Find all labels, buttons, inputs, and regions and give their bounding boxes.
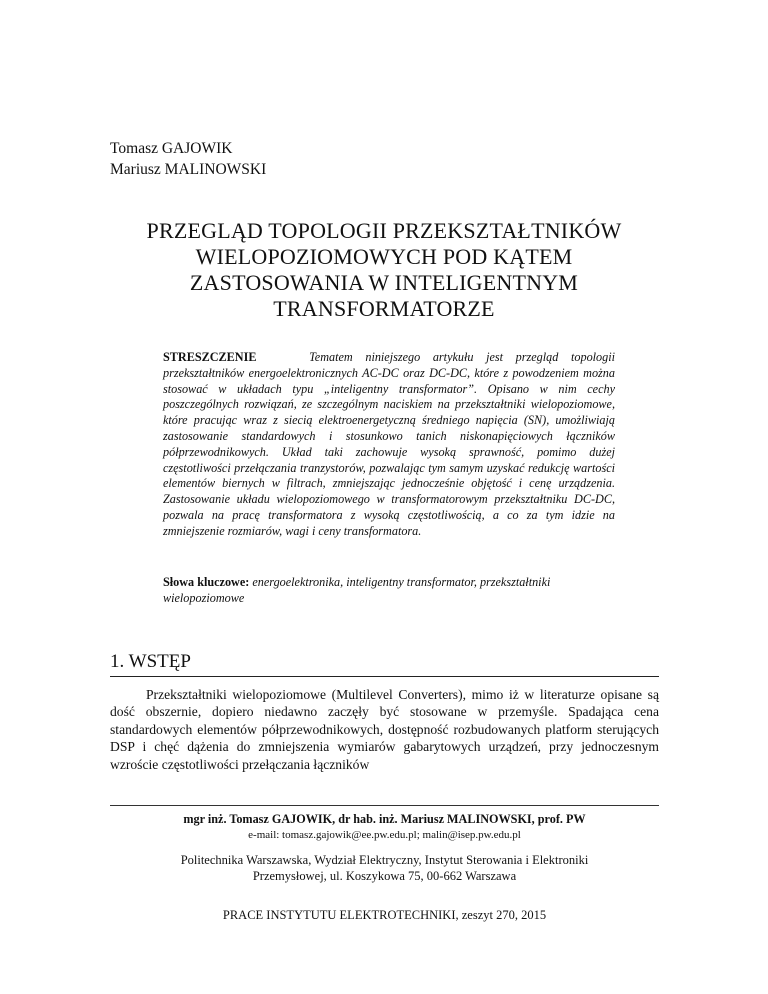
- section-body: Przekształtniki wielopoziomowe (Multilevel Converters), mimo iż w literaturze opisane są dość obszernie, dopiero niedawno zaczęły być stosowane w przemyśle. Spadająca cena standardowych elementów półprzewodnikowych, dostępność rozbudowanych platform sterujących DSP i chęć dążenia do zmniejszenia wymiarów gabarytowych urządzeń, przy jednoczesnym wzroście częstotliwości przełączania łączników: [110, 687, 659, 772]
- footnote-email: e-mail: tomasz.gajowik@ee.pw.edu.pl; malin@isep.pw.edu.pl: [248, 829, 521, 841]
- abstract-label: STRESZCZENIE: [163, 350, 257, 364]
- title-line: ZASTOSOWANIA W INTELIGENTNYM: [189, 270, 579, 295]
- journal-info: PRACE INSTYTUTU ELEKTROTECHNIKI, zeszyt 270, 2015: [222, 908, 547, 922]
- footnote-authors: mgr inż. Tomasz GAJOWIK, dr hab. inż. Mariusz MALINOWSKI, prof. PW: [183, 812, 586, 826]
- keywords-text: energoelektronika, inteligentny transformator, przekształtniki wielopoziomowe: [163, 575, 551, 605]
- keywords: [163, 575, 615, 607]
- keywords-label: Słowa kluczowe:: [163, 575, 250, 589]
- footnote-divider: [110, 805, 659, 806]
- section-heading: 1. WSTĘP: [110, 650, 659, 677]
- author-name: Mariusz MALINOWSKI: [110, 161, 267, 178]
- affiliation-line: Politechnika Warszawska, Wydział Elektryczny, Instytut Sterowania i Elektroniki: [180, 853, 589, 867]
- affiliation-line: Przemysłowej, ul. Koszykowa 75, 00-662 Warszawa: [252, 869, 517, 883]
- author-name: Tomasz GAJOWIK: [110, 140, 233, 157]
- abstract: [163, 350, 615, 540]
- paper-title: [100, 218, 668, 322]
- title-line: PRZEGLĄD TOPOLOGII PRZEKSZTAŁTNIKÓW: [146, 218, 622, 243]
- title-line: TRANSFORMATORZE: [273, 296, 495, 321]
- title-line: WIELOPOZIOMOWYCH POD KĄTEM: [195, 244, 573, 269]
- author-list: [110, 138, 266, 180]
- footnote-affiliation: [110, 852, 659, 884]
- abstract-text: Tematem niniejszego artykułu jest przegląd topologii przekształtników energoelektronicznych AC-DC oraz DC-DC, które z powodzeniem można stosować w układach typu „inteligentny transformator”. Opisano w nim cechy poszczególnych rozwiązań, ze szczególnym naciskiem na przekształtniki wielopoziomowe, które pracując wraz z siecią elektroenergetyczną średniego napięcia (SN), umożliwiają zastosowanie standardowych i stosunkowo tanich niskonapięciowych łączników półprzewodnikowych. Układ taki zachowuje wysoką sprawność, pomimo dużej częstotliwości przełączania tranzystorów, pozwalając tym samym uzyskać redukcję wartości elementów biernych w filtrach, zmniejszając jednocześnie objętość i cenę urządzenia. Zastosowanie układu wielopoziomowego w transformatorowym przekształtniku DC-DC, pozwala na pracę transformatora z wysoką częstotliwością, a co za tym idzie na zmniejszenie rozmiarów, wagi i ceny transformatora.: [163, 350, 616, 538]
